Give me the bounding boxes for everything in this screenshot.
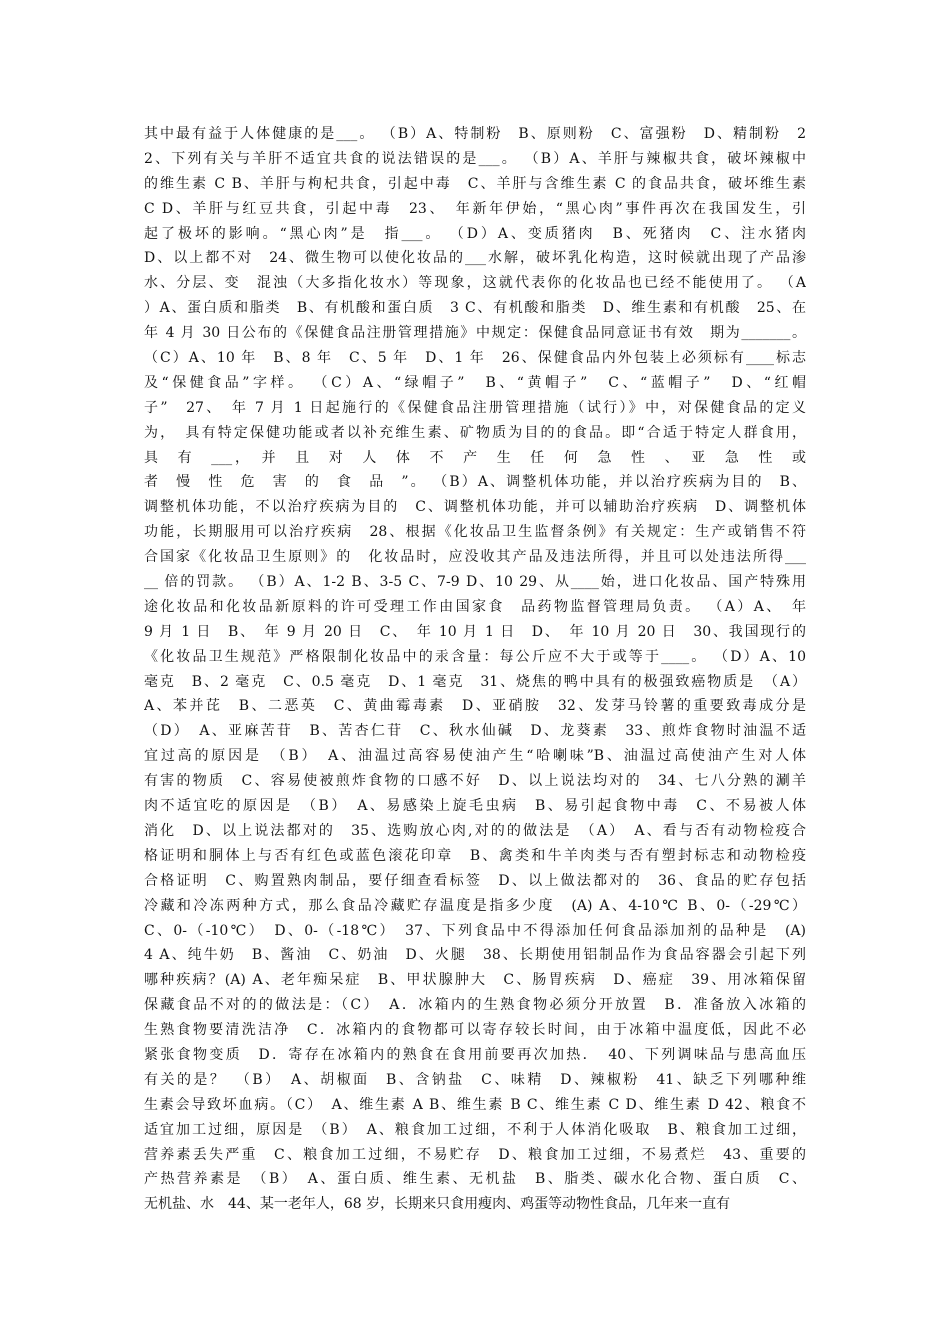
text-line: 功能，长期服用可以治疗疾病 28、根据《化妆品卫生监督条例》有关规定：生产或销售不符 — [144, 524, 806, 541]
text-line: 其中最有益于人体健康的是___。 （B）A、特制粉 B、原则粉 C、富强粉 D、精制粉 2 — [144, 126, 806, 142]
text-line: 哪种疾病？(A) A、老年痴呆症 B、甲状腺肿大 C、肠胃疾病 D、癌症 39、用冰箱保留 — [144, 972, 806, 989]
text-line: 无机盐、水 44、某一老年人，68 岁，长期来只食用瘦肉、鸡蛋等动物性食品，几年来一直有 — [144, 1196, 731, 1213]
text-line: 起了极坏的影响。“黑心肉”是 指___。 （D）A、变质猪肉 B、死猪肉 C、注水猪肉 — [144, 225, 806, 242]
document-body — [144, 122, 806, 1217]
text-line: 子” 27、 年 7 月 1 日起施行的《保健食品注册管理措施（试行）》中，对保健食品的定义 — [144, 399, 806, 416]
text-line: 产热营养素是 （B） A、蛋白质、维生素、无机盐 B、脂类、碳水化合物、蛋白质 C、 — [144, 1171, 806, 1188]
text-line: 者 慢 性 危 害 的 食 品 ”。 （B）A、调整机体功能，并以治疗疾病为目的 B、 — [144, 474, 806, 491]
text-line: 2、下列有关与羊肝不适宜共食的说法错误的是___。 （B）A、羊肝与辣椒共食，破坏辣椒中 — [144, 150, 806, 167]
text-line: 肉不适宜吃的原因是 （B） A、易感染上旋毛虫病 B、易引起食物中毒 C、不易被人体 — [144, 798, 806, 815]
text-line: 的维生素 C B、羊肝与枸杞共食，引起中毒 C、羊肝与含维生素 C 的食品共食，破坏维生素 — [144, 175, 806, 192]
text-line: C、0-（-10℃） D、0-（-18℃） 37、下列食品中不得添加任何食品添加剂的品种是 (A) — [144, 922, 806, 939]
text-line: （D） A、亚麻苦苷 B、苦杏仁苷 C、秋水仙碱 D、龙葵素 33、煎炸食物时油温不适 — [144, 723, 806, 740]
text-line: 保藏食品不对的的做法是：（C） A．冰箱内的生熟食物必须分开放置 B．准备放入冰箱的 — [144, 997, 806, 1014]
text-line: 《化妆品卫生规范》严格限制化妆品中的汞含量：每公斤应不大于或等于____。 （D）A、10 — [144, 648, 806, 665]
text-line: 合格证明 C、购置熟肉制品，要仔细查看标签 D、以上做法都对的 36、食品的贮存包括 — [144, 872, 806, 889]
text-line: 生素会导致坏血病。（C） A、维生素 A B、维生素 B C、维生素 C D、维生素 D 42、粮食不 — [144, 1096, 806, 1113]
text-line: C D、羊肝与红豆共食，引起中毒 23、 年新年伊始，“黑心肉”事件再次在我国发生，引 — [144, 200, 806, 217]
text-line: 途化妆品和化妆品新原料的许可受理工作由国家食 品药物监督管理局负责。 （A）A、 年 — [144, 598, 806, 615]
text-line: 紧张食物变质 D．寄存在冰箱内的熟食在食用前要再次加热． 40、下列调味品与患高血压 — [144, 1046, 806, 1063]
text-line: 4 A、纯牛奶 B、酱油 C、奶油 D、火腿 38、长期使用铝制品作为食品容器会引起下列 — [144, 947, 806, 964]
text-line: 冷藏和冷冻两种方式，那么食品冷藏贮存温度是指多少度 (A) A、4-10℃ B、0-（-29℃） — [144, 897, 806, 914]
text-line: 水、分层、变 混浊（大多指化妆水）等现象，这就代表你的化妆品也已经不能使用了。 （A — [144, 275, 806, 292]
text-line: 为， 具有特定保健功能或者以补充维生素、矿物质为目的的食品。即“合适于特定人群食用， — [144, 424, 806, 441]
text-line: （C）A、10 年 B、8 年 C、5 年 D、1 年 26、保健食品内外包装上必须标有____标志 — [144, 350, 806, 367]
text-line: 消化 D、以上说法都对的 35、选购放心肉,对的的做法是 （A） A、看与否有动物检疫合 — [144, 822, 806, 839]
text-line: 营养素丢失严重 C、粮食加工过细，不易贮存 D、粮食加工过细，不易煮烂 43、重要的 — [144, 1146, 806, 1163]
text-line: 具 有 ___， 并 且 对 人 体 不 产 生 任 何 急 性 、 亚 急 性 或 — [144, 449, 806, 466]
text-line: 及“保健食品”字样。 （C）A、“绿帽子” B、“黄帽子” C、“蓝帽子” D、“红帽 — [144, 374, 806, 391]
text-line: 格证明和胴体上与否有红色或蓝色滚花印章 B、禽类和牛羊肉类与否有塑封标志和动物检疫 — [144, 847, 806, 864]
text-line: 有关的是？ （B） A、胡椒面 B、含钠盐 C、味精 D、辣椒粉 41、缺乏下列哪种维 — [144, 1071, 806, 1088]
text-line: 9 月 1 日 B、 年 9 月 20 日 C、 年 10 月 1 日 D、 年 10 月 20 日 30、我国现行的 — [144, 623, 806, 640]
text-line: 调整机体功能，不以治疗疾病为目的 C、调整机体功能，并可以辅助治疗疾病 D、调整机体 — [144, 499, 806, 516]
text-line: 宜过高的原因是 （B） A、油温过高容易使油产生“哈喇味”B、油温过高使油产生对人体 — [144, 748, 806, 765]
text-line: 有害的物质 C、容易使被煎炸食物的口感不好 D、以上说法均对的 34、七八分熟的涮羊 — [144, 773, 806, 790]
text-line: 年 4 月 30 日公布的《保健食品注册管理措施》中规定：保健食品同意证书有效 期为_______。 — [144, 325, 806, 342]
text-line: 适宜加工过细，原因是 （B） A、粮食加工过细，不利于人体消化吸取 B、粮食加工过细， — [144, 1121, 806, 1138]
text-line: 毫克 B、2 毫克 C、0.5 毫克 D、1 毫克 31、烧焦的鸭中具有的极强致癌物质是 （A） — [144, 673, 806, 690]
text-line: D、以上都不对 24、微生物可以使化妆品的___水解，破坏乳化构造，这时候就出现了产品渗 — [144, 250, 806, 267]
text-line: ）A、蛋白质和脂类 B、有机酸和蛋白质 3 C、有机酸和脂类 D、维生素和有机酸 25、在 — [144, 300, 806, 317]
text-line: __ 倍的罚款。 （B）A、1-2 B、3-5 C、7-9 D、10 29、从____始，进口化妆品、国产特殊用 — [144, 574, 806, 591]
text-line: A、苯并芘 B、二恶英 C、黄曲霉毒素 D、亚硝胺 32、发芽马铃薯的重要致毒成分是 — [144, 698, 806, 715]
text-line: 生熟食物要清洗洁净 C．冰箱内的食物都可以寄存较长时间，由于冰箱中温度低，因此不必 — [144, 1022, 806, 1039]
text-line: 合国家《化妆品卫生原则》的 化妆品时，应没收其产品及违法所得，并且可以处违法所得___ — [144, 549, 806, 566]
